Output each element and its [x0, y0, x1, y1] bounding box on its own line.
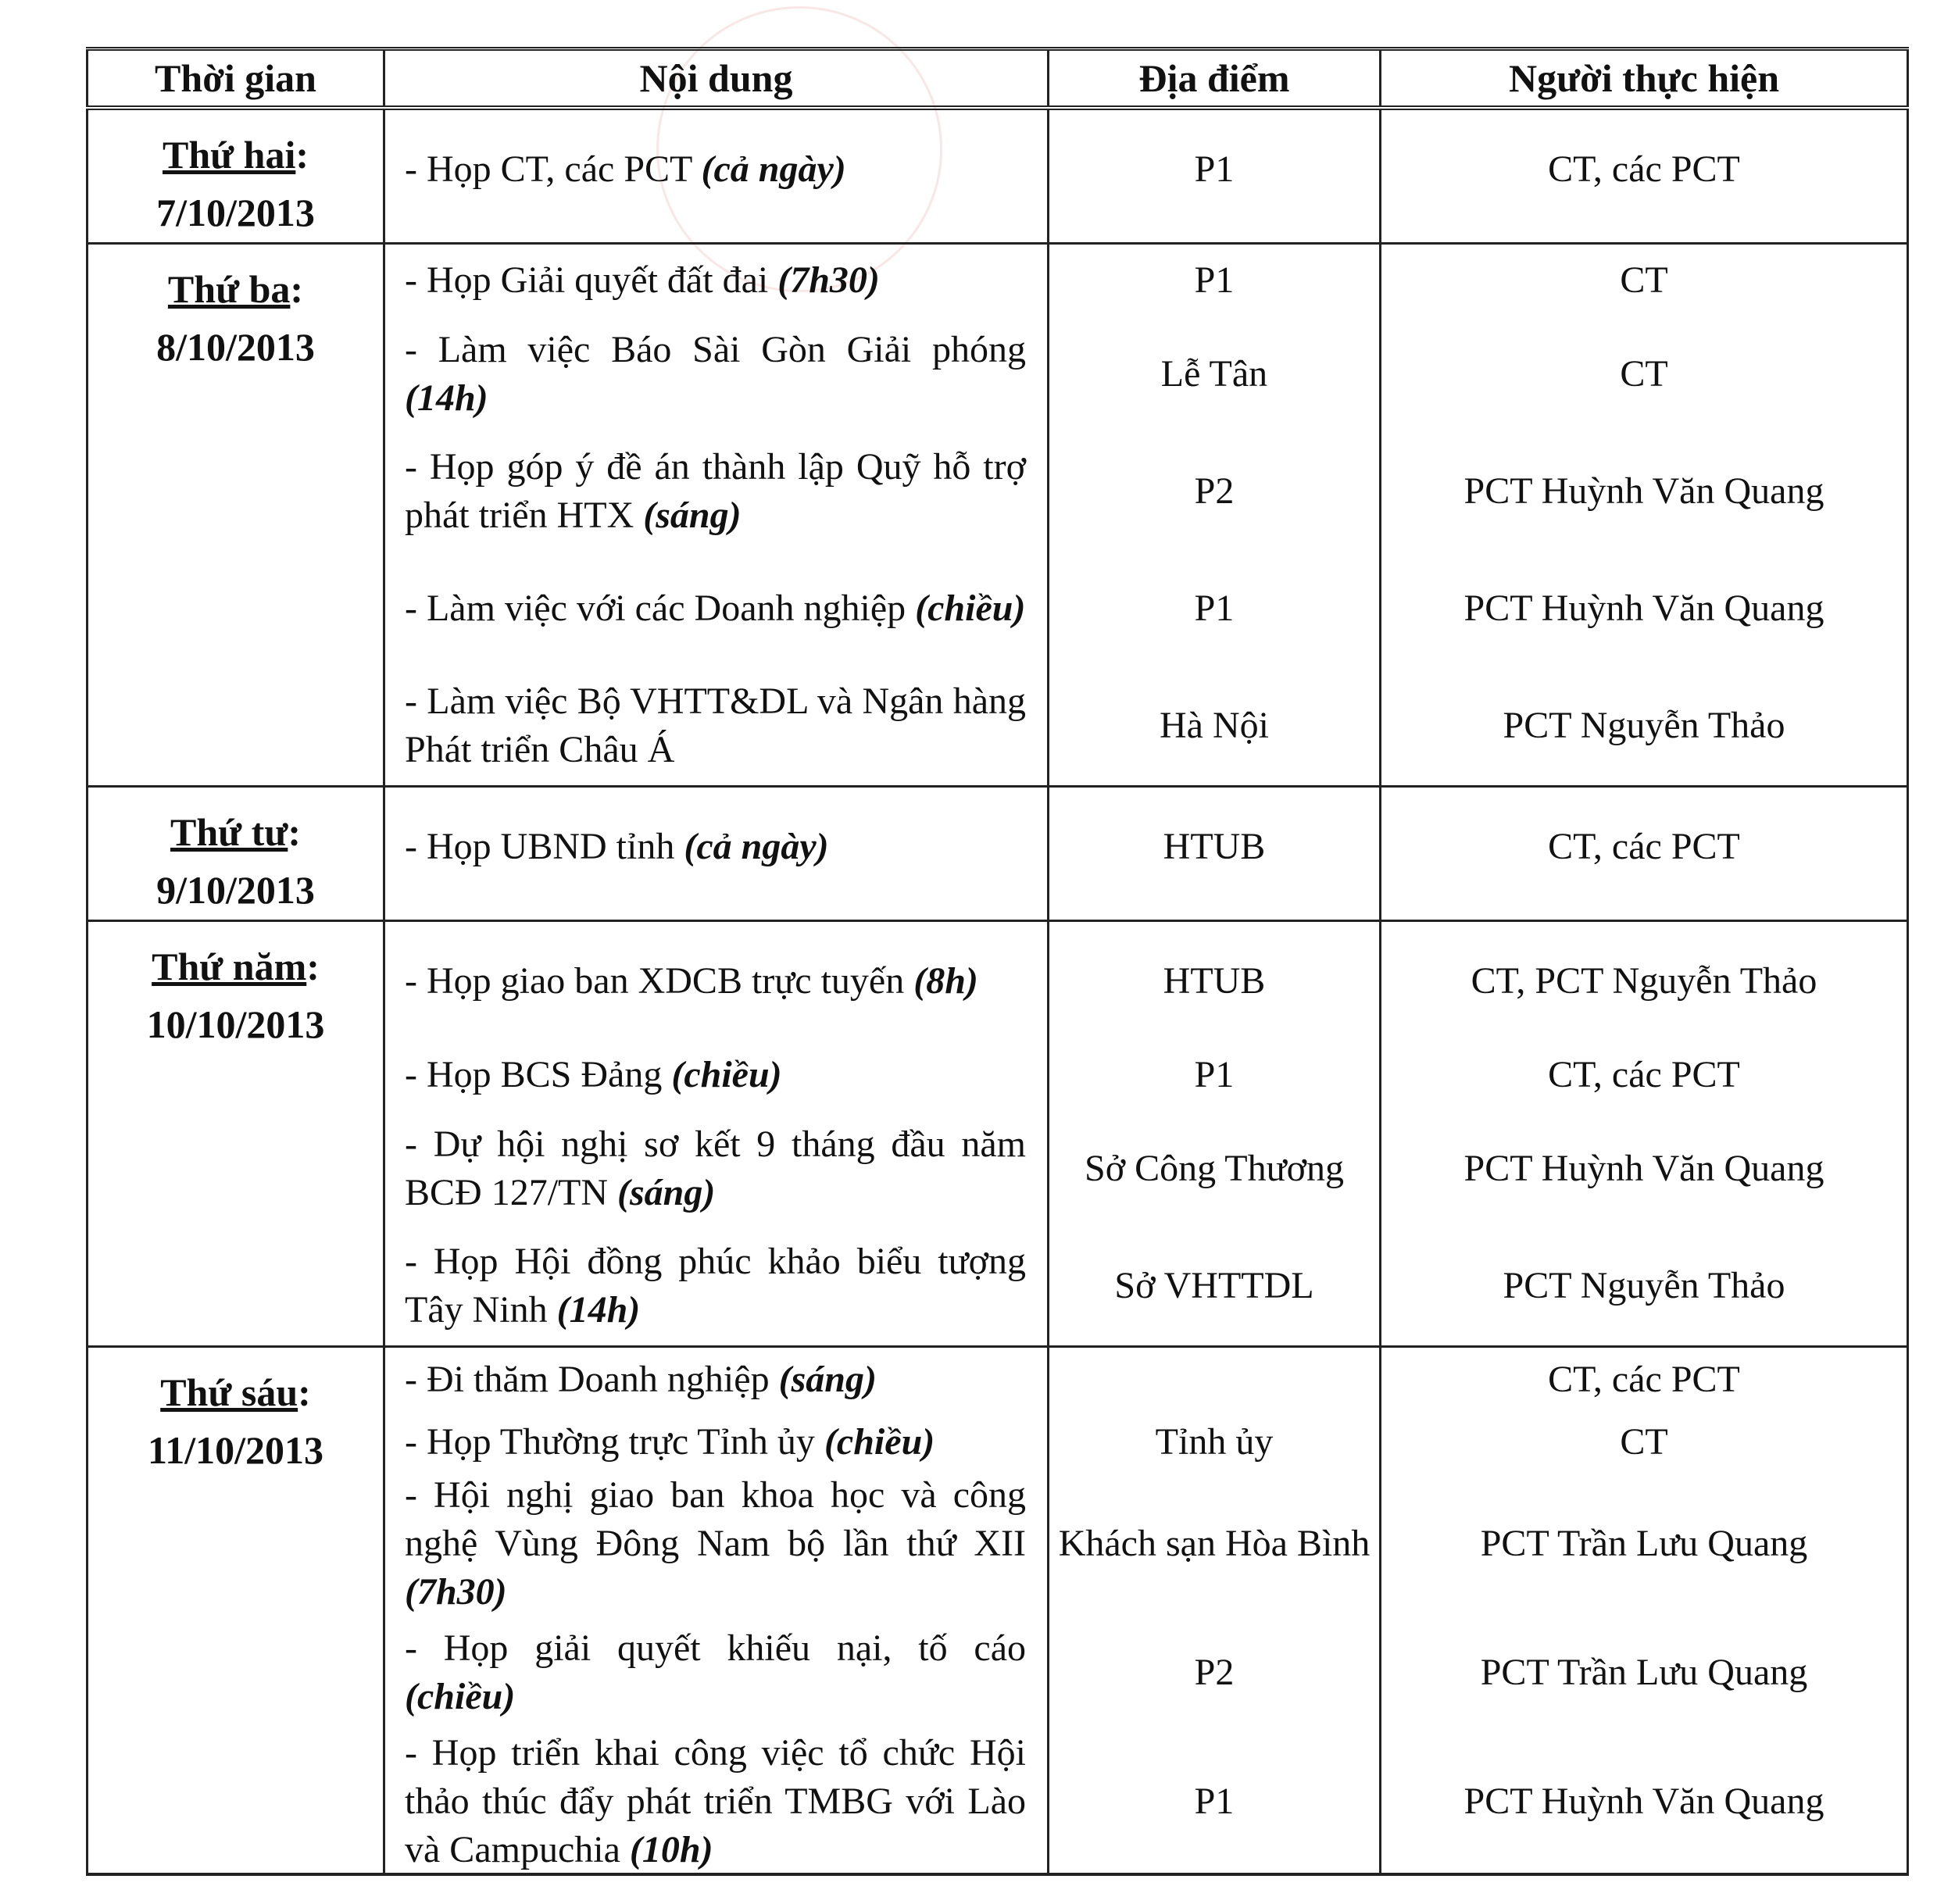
person-cell	[1381, 787, 1908, 921]
person-item	[1382, 1731, 1906, 1872]
activity-text	[386, 443, 1046, 540]
activity-note: (7h30)	[405, 1571, 507, 1613]
day-date: 7/10/2013	[156, 191, 315, 234]
day-label: Thứ sáu	[160, 1370, 298, 1414]
activity-note: (chiều)	[405, 1676, 516, 1717]
place-text: P1	[1194, 259, 1235, 301]
content-cell	[384, 108, 1049, 244]
activity-label: - Làm việc Bộ VHTT&DL và Ngân hàng Phát triển Châu Á	[405, 681, 1026, 770]
content-item	[386, 1731, 1046, 1872]
content-item	[386, 245, 1046, 316]
place-text: HTUB	[1163, 960, 1266, 1002]
person-item	[1382, 1411, 1906, 1474]
activity-text	[386, 256, 1046, 305]
person-text: CT	[1620, 353, 1668, 395]
person-item	[1382, 111, 1906, 228]
person-item	[1382, 245, 1906, 316]
content-item	[386, 923, 1046, 1040]
activity-text	[386, 1624, 1046, 1721]
place-cell	[1049, 1347, 1381, 1875]
activity-text	[386, 1051, 1046, 1099]
content-item	[386, 433, 1046, 550]
person-text: PCT Trần Lưu Quang	[1480, 1652, 1808, 1693]
activity-label: - Họp giao ban XDCB trực tuyến	[405, 960, 905, 1002]
place-text: P1	[1194, 1781, 1235, 1822]
day-row	[88, 921, 1908, 1347]
content-item	[386, 1614, 1046, 1731]
day-date: 11/10/2013	[147, 1428, 324, 1472]
place-item	[1050, 433, 1378, 550]
activity-note: (sáng)	[643, 495, 742, 536]
person-item	[1382, 923, 1906, 1040]
activity-text	[386, 1471, 1046, 1616]
activity-text	[386, 823, 1046, 871]
activity-label: - Họp Thường trực Tỉnh ủy	[405, 1421, 815, 1463]
activity-text	[386, 1418, 1046, 1466]
content-item	[386, 111, 1046, 228]
header-content: Nội dung	[384, 49, 1049, 109]
place-text: P1	[1194, 588, 1235, 629]
day-row	[88, 1347, 1908, 1875]
activity-text	[386, 1120, 1046, 1217]
person-item	[1382, 1349, 1906, 1411]
day-colon: :	[288, 810, 301, 854]
day-row	[88, 787, 1908, 921]
place-text: Khách sạn Hòa Bình	[1058, 1523, 1371, 1564]
day-colon: :	[295, 133, 309, 177]
person-item	[1382, 550, 1906, 667]
activity-note: (sáng)	[778, 1359, 877, 1400]
activity-text	[386, 326, 1046, 423]
activity-label: - Làm việc với các Doanh nghiệp	[405, 588, 906, 629]
place-item	[1050, 1110, 1378, 1227]
person-text: CT, PCT Nguyễn Thảo	[1471, 960, 1817, 1002]
person-text: CT	[1620, 259, 1668, 301]
content-item	[386, 1227, 1046, 1345]
day-row	[88, 244, 1908, 787]
place-text: Tỉnh ủy	[1155, 1421, 1274, 1463]
place-text: P2	[1194, 1652, 1235, 1693]
activity-text	[386, 957, 1046, 1006]
schedule-body	[88, 108, 1908, 1874]
place-text: Hà Nội	[1160, 705, 1269, 746]
place-cell	[1049, 244, 1381, 787]
activity-label: - Họp Hội đồng phúc khảo biểu tượng Tây Ninh	[405, 1241, 1026, 1331]
activity-text	[386, 584, 1046, 633]
place-text: Lễ Tân	[1160, 353, 1268, 395]
place-cell	[1049, 921, 1381, 1347]
person-item	[1382, 1614, 1906, 1731]
content-item	[386, 316, 1046, 433]
person-cell	[1381, 244, 1908, 787]
person-item	[1382, 1227, 1906, 1345]
activity-label: - Họp CT, các PCT	[405, 148, 692, 190]
place-text: P1	[1194, 148, 1235, 190]
header-place: Địa điểm	[1049, 49, 1381, 109]
content-item	[386, 788, 1046, 906]
header-row	[88, 49, 1908, 109]
person-text: PCT Nguyễn Thảo	[1503, 1265, 1785, 1306]
day-label: Thứ tư	[170, 810, 288, 854]
place-item	[1050, 1411, 1378, 1474]
place-item	[1050, 111, 1378, 228]
day-date: 8/10/2013	[156, 325, 315, 369]
content-cell	[384, 244, 1049, 787]
person-item	[1382, 667, 1906, 784]
content-item	[386, 1040, 1046, 1110]
activity-note: (sáng)	[617, 1172, 716, 1213]
activity-label: - Họp góp ý đề án thành lập Quỹ hỗ trợ phát triển HTX	[405, 446, 1026, 536]
activity-note: (14h)	[556, 1289, 641, 1331]
person-item	[1382, 433, 1906, 550]
activity-text	[386, 1729, 1046, 1874]
content-item	[386, 1411, 1046, 1474]
person-cell	[1381, 921, 1908, 1347]
activity-note: (8h)	[913, 960, 978, 1002]
activity-note: (chiều)	[671, 1054, 782, 1095]
person-cell	[1381, 1347, 1908, 1875]
day-cell	[88, 108, 384, 244]
activity-label: - Họp triển khai công việc tổ chức Hội thảo thúc đẩy phát triển TMBG với Lào và Campuchia	[405, 1732, 1026, 1870]
place-item	[1050, 1349, 1378, 1411]
place-item	[1050, 667, 1378, 784]
schedule-table	[86, 47, 1909, 1876]
place-item	[1050, 1474, 1378, 1614]
person-text: PCT Trần Lưu Quang	[1480, 1523, 1808, 1564]
day-cell	[88, 787, 384, 921]
person-text: CT, các PCT	[1548, 826, 1740, 867]
place-item	[1050, 1040, 1378, 1110]
header-person: Người thực hiện	[1381, 49, 1908, 109]
place-item	[1050, 923, 1378, 1040]
content-item	[386, 667, 1046, 784]
person-text: CT, các PCT	[1548, 148, 1740, 190]
content-item	[386, 1474, 1046, 1614]
person-item	[1382, 1474, 1906, 1614]
person-text: CT, các PCT	[1548, 1359, 1740, 1400]
activity-note: (10h)	[629, 1829, 713, 1870]
place-text: P1	[1194, 1054, 1235, 1095]
day-date: 9/10/2013	[156, 868, 315, 912]
activity-note: (14h)	[405, 377, 488, 419]
activity-text	[386, 677, 1046, 774]
content-item	[386, 550, 1046, 667]
activity-text	[386, 1356, 1046, 1404]
place-text: Sở VHTTDL	[1114, 1265, 1314, 1306]
place-text: P2	[1194, 470, 1235, 512]
place-cell	[1049, 787, 1381, 921]
content-item	[386, 1110, 1046, 1227]
place-text: Sở Công Thương	[1085, 1148, 1344, 1189]
activity-label: - Họp BCS Đảng	[405, 1054, 663, 1095]
activity-note: (7h30)	[777, 259, 880, 301]
person-text: CT, các PCT	[1548, 1054, 1740, 1095]
person-item	[1382, 788, 1906, 906]
content-cell	[384, 1347, 1049, 1875]
day-colon: :	[290, 267, 304, 311]
person-text: PCT Huỳnh Văn Quang	[1463, 588, 1824, 629]
activity-label: - Dự hội nghị sơ kết 9 tháng đầu năm BCĐ 127/TN	[405, 1123, 1026, 1213]
person-item	[1382, 1110, 1906, 1227]
person-cell	[1381, 108, 1908, 244]
activity-label: - Làm việc Báo Sài Gòn Giải phóng	[405, 329, 1026, 370]
place-item	[1050, 1614, 1378, 1731]
person-text: PCT Nguyễn Thảo	[1503, 705, 1785, 746]
person-text: PCT Huỳnh Văn Quang	[1463, 1148, 1824, 1189]
place-item	[1050, 1731, 1378, 1872]
content-item	[386, 1349, 1046, 1411]
activity-note: (chiều)	[915, 588, 1026, 629]
day-label: Thứ năm	[152, 945, 307, 988]
day-colon: :	[306, 945, 320, 988]
place-item	[1050, 1227, 1378, 1345]
place-item	[1050, 550, 1378, 667]
day-date: 10/10/2013	[146, 1002, 325, 1046]
activity-note: (cả ngày)	[701, 148, 846, 190]
content-cell	[384, 787, 1049, 921]
activity-label: - Họp Giải quyết đất đai	[405, 259, 769, 301]
activity-label: - Đi thăm Doanh nghiệp	[405, 1359, 770, 1400]
activity-label: - Hội nghị giao ban khoa học và công nghệ Vùng Đông Nam bộ lần thứ XII	[405, 1474, 1026, 1564]
person-item	[1382, 1040, 1906, 1110]
activity-label: - Họp UBND tỉnh	[405, 826, 675, 867]
place-item	[1050, 316, 1378, 433]
day-cell	[88, 921, 384, 1347]
place-item	[1050, 788, 1378, 906]
activity-note: (cả ngày)	[684, 826, 829, 867]
day-row	[88, 108, 1908, 244]
activity-label: - Họp giải quyết khiếu nại, tố cáo	[405, 1627, 1026, 1669]
day-cell	[88, 1347, 384, 1875]
person-text: CT	[1620, 1421, 1668, 1463]
place-text: HTUB	[1163, 826, 1266, 867]
content-cell	[384, 921, 1049, 1347]
person-item	[1382, 316, 1906, 433]
day-colon: :	[298, 1370, 311, 1414]
person-text: PCT Huỳnh Văn Quang	[1463, 1781, 1824, 1822]
place-item	[1050, 245, 1378, 316]
day-cell	[88, 244, 384, 787]
activity-note: (chiều)	[824, 1421, 935, 1463]
header-time: Thời gian	[88, 49, 384, 109]
day-label: Thứ hai	[162, 133, 296, 177]
place-cell	[1049, 108, 1381, 244]
activity-text	[386, 145, 1046, 194]
day-label: Thứ ba	[167, 267, 291, 311]
person-text: PCT Huỳnh Văn Quang	[1463, 470, 1824, 512]
activity-text	[386, 1238, 1046, 1334]
